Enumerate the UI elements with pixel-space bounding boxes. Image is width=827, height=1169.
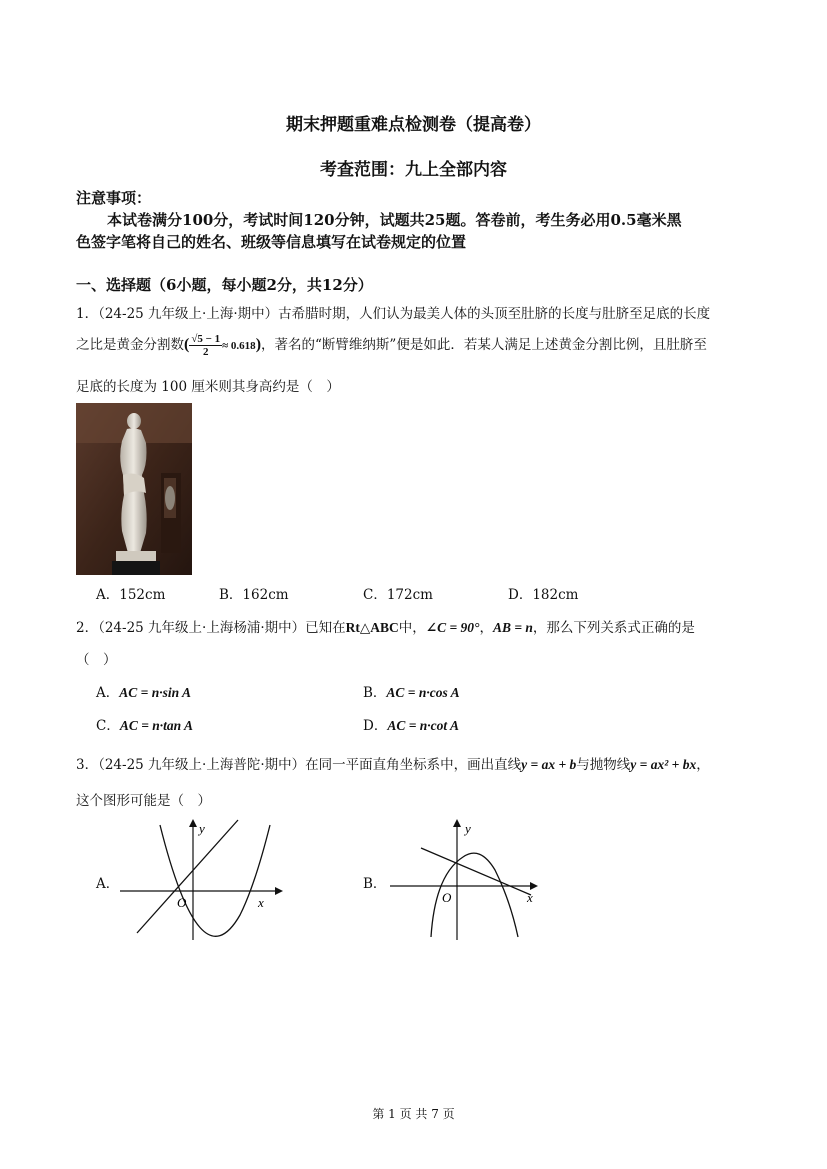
q2-line-1: 2．（24-25 九年级上·上海杨浦·期中）已知在Rt△ABC中，∠C = 90°，AB = n，那么下列关系式正确的是 [76,620,695,636]
q3-line-1: 3．（24-25 九年级上·上海普陀·期中）在同一平面直角坐标系中，画出直线y = ax + b与抛物线y = ax² + bx， [76,757,710,773]
section-heading: 一、选择题（6小题，每小题2分，共12分） [76,276,373,294]
page-subtitle: 考查范围：九上全部内容 [320,160,507,180]
q3-graph-a [115,815,285,945]
graph-a-origin-label: O [177,895,187,910]
golden-ratio-value: ≈ 0.618 [222,340,256,352]
q3-parabola-expression: y = ax² + bx [630,757,697,772]
q2-option-d: D．AC = n·cot A [363,718,460,734]
q2-line-2: （ ） [76,652,117,668]
graph-b-x-label: x [527,890,533,905]
notice-heading: 注意事项： [76,189,152,207]
q1-option-d: D．182cm [508,587,579,603]
q2-option-c: C．AC = n·tan A [96,718,194,734]
q3-line-expression: y = ax + b [521,757,577,772]
graph-a-y-label: y [199,821,205,836]
q2-angle: ∠C = 90° [425,620,480,635]
graph-b-origin-label: O [442,890,452,905]
q3-option-b-label: B． [363,876,387,892]
page-title: 期末押题重难点检测卷（提高卷） [286,115,541,135]
q3-line-2: 这个图形可能是（ ） [76,793,211,809]
graph-b-y-label: y [465,821,471,836]
q3-option-a-label: A． [96,876,120,892]
notice-line-2: 色签字笔将自己的姓名、班级等信息填写在试卷规定的位置 [76,233,467,251]
q1-line-3: 足底的长度为 100 厘米则其身高约是（ ） [76,379,340,395]
q1-option-b: B．162cm [219,587,289,603]
q1-line-1: 1．（24-25 九年级上·上海·期中）古希腊时期，人们认为最美人体的头顶至肚脐的长度与肚脐至足底的长度 [76,306,711,322]
q3-graph-b [385,815,545,945]
q1-option-c: C．172cm [363,587,433,603]
q2-option-a: A．AC = n·sin A [96,685,191,701]
q1-line-2-post: ，著名的“断臂维纳斯”便是如此．若某人满足上述黄金分割比例，且肚脐至 [261,337,707,353]
golden-ratio-fraction: $\frac{√5 - 1}{2}$ [191,333,221,358]
q1-line-2-pre: 之比是黄金分割数 [76,337,184,353]
q1-line-2: 之比是黄金分割数( $\frac{√5 - 1}{2}$ ≈ 0.618)，著名的“断臂维纳斯”便是如此．若某人满足上述黄金分割比例，且肚脐至 [76,333,707,358]
notice-line-1: 本试卷满分100分，考试时间120分钟，试题共25题。答卷前，考生务必用0.5毫米黑 [107,211,682,229]
graph-a-x-label: x [258,895,264,910]
q2-side: AB = n [492,620,533,635]
venus-statue-photo [76,403,192,575]
q2-option-b: B．AC = n·cos A [363,685,460,701]
page-footer: 第 1 页 共 7 页 [372,1107,455,1121]
q1-option-a: A．152cm [96,587,166,603]
q2-triangle: Rt△ABC [345,620,399,635]
